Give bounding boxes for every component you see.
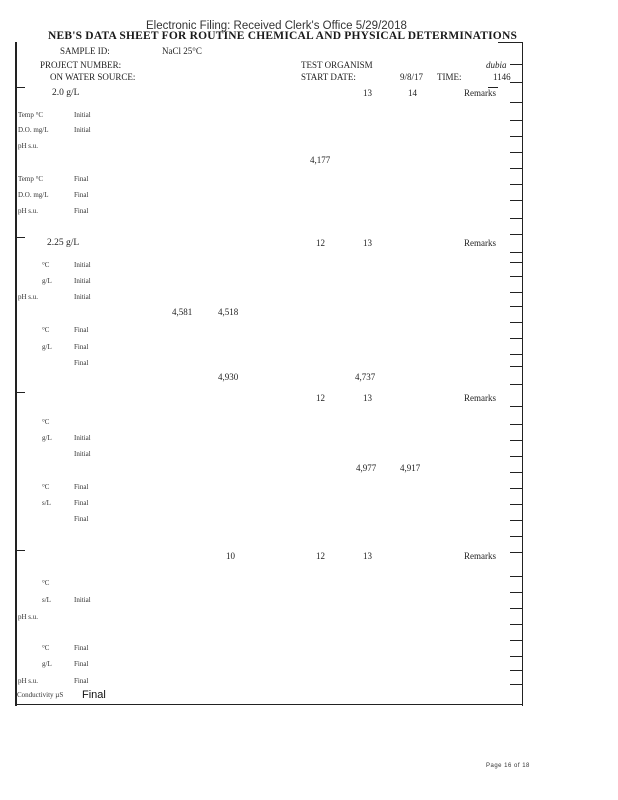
row-label: D.O. mg/L	[18, 126, 49, 134]
row-label: °C	[42, 483, 50, 491]
block5-day: 10	[226, 551, 235, 561]
margin-tick	[510, 406, 523, 407]
block2-day: 12	[316, 238, 325, 248]
row-label: °C	[42, 644, 50, 652]
margin-tick	[510, 292, 523, 293]
time-value: 1146	[493, 72, 511, 82]
row-phase: Final	[74, 483, 89, 491]
row-phase: Initial	[74, 596, 91, 604]
margin-tick	[510, 184, 523, 185]
row-phase: Initial	[74, 111, 91, 119]
margin-tick	[510, 306, 523, 307]
row-rule	[15, 87, 25, 88]
margin-tick	[510, 82, 523, 83]
block5-day: 13	[363, 551, 372, 561]
row-rule	[15, 392, 25, 393]
row-label: D.O. mg/L	[18, 191, 49, 199]
margin-tick	[510, 262, 523, 263]
block3-day: 13	[363, 393, 372, 403]
block1-concentration: 2.0 g/L	[52, 88, 80, 98]
margin-tick	[510, 684, 523, 685]
margin-tick	[510, 200, 523, 201]
margin-tick	[510, 576, 523, 577]
block3-day: 12	[316, 393, 325, 403]
row-label: °C	[42, 418, 50, 426]
right-border	[522, 42, 523, 706]
row-label: s/L	[42, 499, 51, 507]
margin-tick	[510, 102, 523, 103]
row-phase: Initial	[74, 293, 91, 301]
bottom-border	[15, 704, 523, 705]
margin-tick	[510, 592, 523, 593]
margin-tick	[510, 218, 523, 219]
reading-value: 4,518	[218, 307, 239, 317]
row-phase: Final	[74, 644, 89, 652]
row-label: Temp °C	[18, 175, 44, 183]
row-phase: Final	[74, 660, 89, 668]
block1-day: 14	[408, 88, 417, 98]
margin-tick	[510, 120, 523, 121]
margin-tick	[510, 338, 523, 339]
block1-day: 13	[363, 88, 372, 98]
block2-concentration: 2.25 g/L	[47, 238, 80, 248]
project-label: PROJECT NUMBER:	[40, 60, 122, 70]
block1-remarks: Remarks	[464, 88, 496, 98]
row-phase: Final	[74, 207, 89, 215]
margin-tick	[510, 488, 523, 489]
row-phase: Initial	[74, 450, 91, 458]
conductivity-label: Conductivity µS	[17, 691, 64, 699]
margin-tick	[510, 552, 523, 553]
sample-id-value: NaCl 25°C	[162, 46, 202, 56]
margin-tick	[510, 440, 523, 441]
block2-remarks: Remarks	[464, 238, 496, 248]
reading-value: 4,977	[356, 463, 377, 473]
row-label: °C	[42, 326, 50, 334]
page-title: NEB'S DATA SHEET FOR ROUTINE CHEMICAL AND PHYSICAL DETERMINATIONS	[48, 30, 518, 42]
reading-value: 4,177	[310, 155, 331, 165]
block3-remarks: Remarks	[464, 393, 496, 403]
margin-tick	[510, 234, 523, 235]
row-phase: Final	[74, 175, 89, 183]
start-date-label: START DATE:	[301, 72, 356, 82]
time-label: TIME:	[437, 72, 462, 82]
block5-remarks: Remarks	[464, 551, 496, 561]
margin-tick	[510, 276, 523, 277]
row-label: pH s.u.	[18, 293, 39, 301]
margin-tick	[510, 520, 523, 521]
row-rule	[15, 237, 25, 238]
row-label: pH s.u.	[18, 207, 39, 215]
row-phase: Initial	[74, 126, 91, 134]
row-phase: Final	[74, 191, 89, 199]
conductivity-phase: Final	[82, 689, 106, 701]
row-phase: Initial	[74, 434, 91, 442]
test-organism-label: TEST ORGANISM	[301, 60, 373, 70]
row-phase: Final	[74, 326, 89, 334]
row-phase: Final	[74, 343, 89, 351]
margin-tick	[510, 608, 523, 609]
row-phase: Initial	[74, 277, 91, 285]
margin-tick	[510, 536, 523, 537]
row-phase: Final	[74, 499, 89, 507]
row-label: g/L	[42, 434, 52, 442]
row-rule	[15, 550, 25, 551]
row-label: g/L	[42, 660, 52, 668]
margin-tick	[510, 656, 523, 657]
row-label: °C	[42, 261, 50, 269]
margin-tick	[510, 168, 523, 169]
row-phase: Initial	[74, 261, 91, 269]
row-label: s/L	[42, 596, 51, 604]
row-phase: Final	[74, 359, 89, 367]
reading-value: 4,737	[355, 372, 376, 382]
water-source-label: ON WATER SOURCE:	[50, 72, 136, 82]
row-phase: Final	[74, 515, 89, 523]
row-label: Temp °C	[18, 111, 44, 119]
margin-tick	[510, 136, 523, 137]
start-date-value: 9/8/17	[400, 72, 424, 82]
reading-value: 4,930	[218, 372, 239, 382]
reading-value: 4,581	[172, 307, 193, 317]
margin-tick	[510, 384, 523, 385]
margin-tick	[510, 64, 523, 65]
margin-tick	[510, 640, 523, 641]
row-label: g/L	[42, 343, 52, 351]
margin-tick	[510, 366, 523, 367]
block2-day: 13	[363, 238, 372, 248]
row-label: g/L	[42, 277, 52, 285]
margin-tick	[510, 424, 523, 425]
page-number: Page 16 of 18	[486, 763, 530, 769]
sample-id-label: SAMPLE ID:	[60, 46, 110, 56]
margin-tick	[510, 322, 523, 323]
reading-value: 4,917	[400, 463, 421, 473]
filing-stamp: Electronic Filing: Received Clerk's Office 5/29/2018	[146, 20, 407, 32]
margin-tick	[510, 624, 523, 625]
margin-tick	[510, 472, 523, 473]
margin-tick	[510, 252, 523, 253]
row-label: °C	[42, 579, 50, 587]
row-label: pH s.u.	[18, 142, 39, 150]
row-label: pH s.u.	[18, 677, 39, 685]
row-phase: Final	[74, 677, 89, 685]
margin-tick	[510, 670, 523, 671]
row-label: pH s.u.	[18, 613, 39, 621]
margin-tick	[510, 152, 523, 153]
test-organism-value: dubia	[486, 60, 507, 70]
margin-tick	[510, 456, 523, 457]
margin-tick	[510, 354, 523, 355]
top-border	[498, 42, 523, 43]
block5-day: 12	[316, 551, 325, 561]
left-border	[15, 42, 17, 706]
margin-tick	[510, 504, 523, 505]
